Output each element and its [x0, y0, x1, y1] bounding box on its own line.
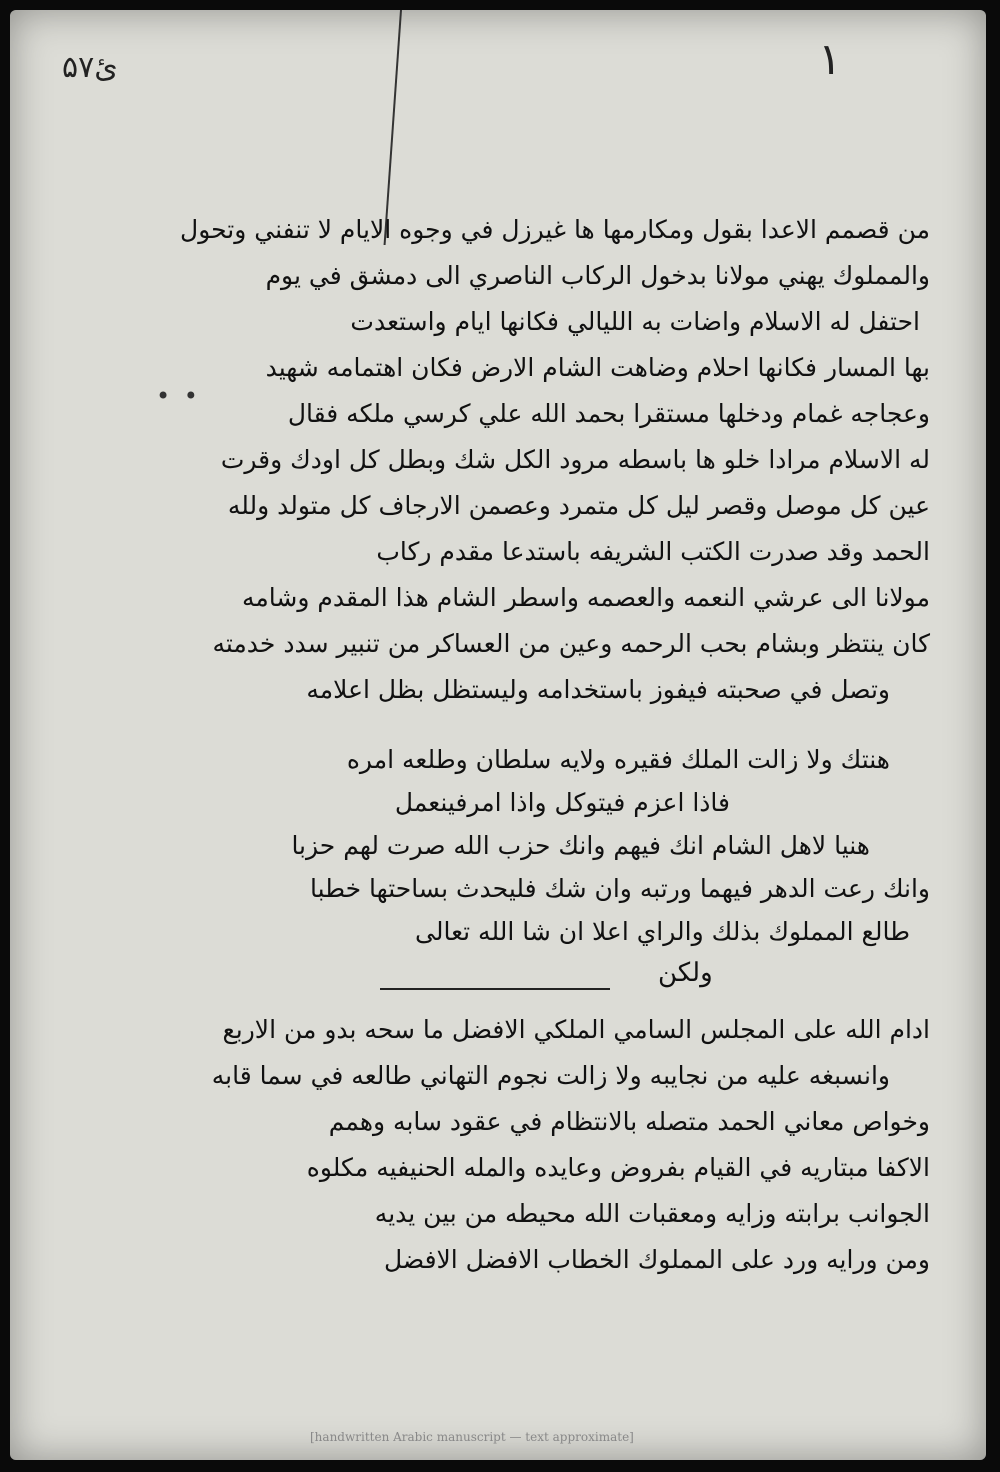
paragraph1-line: كان ينتظر وبشام بحب الرحمه وعين من العساكر من تنبير سدد خدمته [212, 629, 930, 658]
paragraph2-line: وخواص معاني الحمد متصله بالانتظام في عقود سابه وهمم [328, 1107, 930, 1136]
paragraph1-line: عين كل موصل وقصر ليل كل متمرد وعصمن الارجاف كل متولد ولله [227, 491, 930, 520]
verse-block [130, 740, 930, 960]
paragraph1-line: وعجاجه غمام ودخلها مستقرا بحمد الله علي كرسي ملكه فقال [287, 399, 930, 428]
paragraph2-line: الجوانب برابته وزايه ومعقبات الله محيطه من بين يديه [374, 1199, 930, 1228]
paragraph2-line: ادام الله على المجلس السامي الملكي الافضل ما سحه بدو من الاربع [222, 1015, 930, 1044]
paragraph2-line: ومن ورايه ورد على المملوك الخطاب الافضل الافضل [383, 1245, 930, 1274]
closing-word: ولكن [658, 958, 713, 988]
paragraph2-line: الاكفا مبتاريه في القيام بفروض وعايده والمله الحنيفيه مكلوه [306, 1153, 930, 1182]
paragraph2-line: وانسبغه عليه من نجايبه ولا زالت نجوم التهاني طالعه في سما قابه [211, 1061, 890, 1090]
verse-line: طالع المملوك بذلك والراي اعلا ان شا الله تعالى [415, 917, 910, 946]
verse-line: هنتك ولا زالت الملك فقيره ولايه سلطان وطلعه امره [346, 745, 890, 774]
verse-line: فاذا اعزم فيتوكل واذا امرفينعمل [394, 788, 730, 817]
corner-mark: ١ [818, 34, 842, 85]
transcription-note: [handwritten Arabic manuscript — text approximate] [310, 1430, 634, 1444]
paragraph1-line: مولانا الى عرشي النعمه والعصمه واسطر الشام هذا المقدم وشامه [242, 583, 930, 612]
paragraph1-line: احتفل له الاسلام واضات به الليالي فكانها ايام واستعدت [350, 307, 920, 336]
section-divider [380, 988, 610, 990]
folio-number: ئ۵٧ [62, 50, 118, 85]
paragraph1-line: والمملوك يهني مولانا بدخول الركاب الناصري الى دمشق في يوم [265, 261, 930, 290]
paragraph1-line: الحمد وقد صدرت الكتب الشريفه باستدعا مقدم ركاب [376, 537, 930, 566]
paragraph-2 [130, 1010, 930, 1310]
paragraph1-line: من قصمم الاعدا بقول ومكارمها ها غيرزل في وجوه الايام لا تنفني وتحول [180, 215, 930, 244]
verse-line: وانك رعت الدهر فيهما ورتبه وان شك فليحدث بساحتها خطبا [309, 874, 930, 903]
marginal-dots: • • [156, 382, 201, 410]
paragraph1-line: له الاسلام مرادا خلو ها باسطه مرود الكل شك وبطل كل اودك وقرت [220, 445, 930, 474]
manuscript-page [10, 10, 986, 1460]
paragraph1-line: وتصل في صحبته فيفوز باستخدامه وليستظل بظل اعلامه [306, 675, 890, 704]
paragraph1-line: بها المسار فكانها احلام وضاهت الشام الارض فكان اهتمامه شهيد [265, 353, 930, 382]
paragraph-1 [130, 210, 930, 730]
verse-line: هنيا لاهل الشام انك فيهم وانك حزب الله صرت لهم حزبا [291, 831, 870, 860]
